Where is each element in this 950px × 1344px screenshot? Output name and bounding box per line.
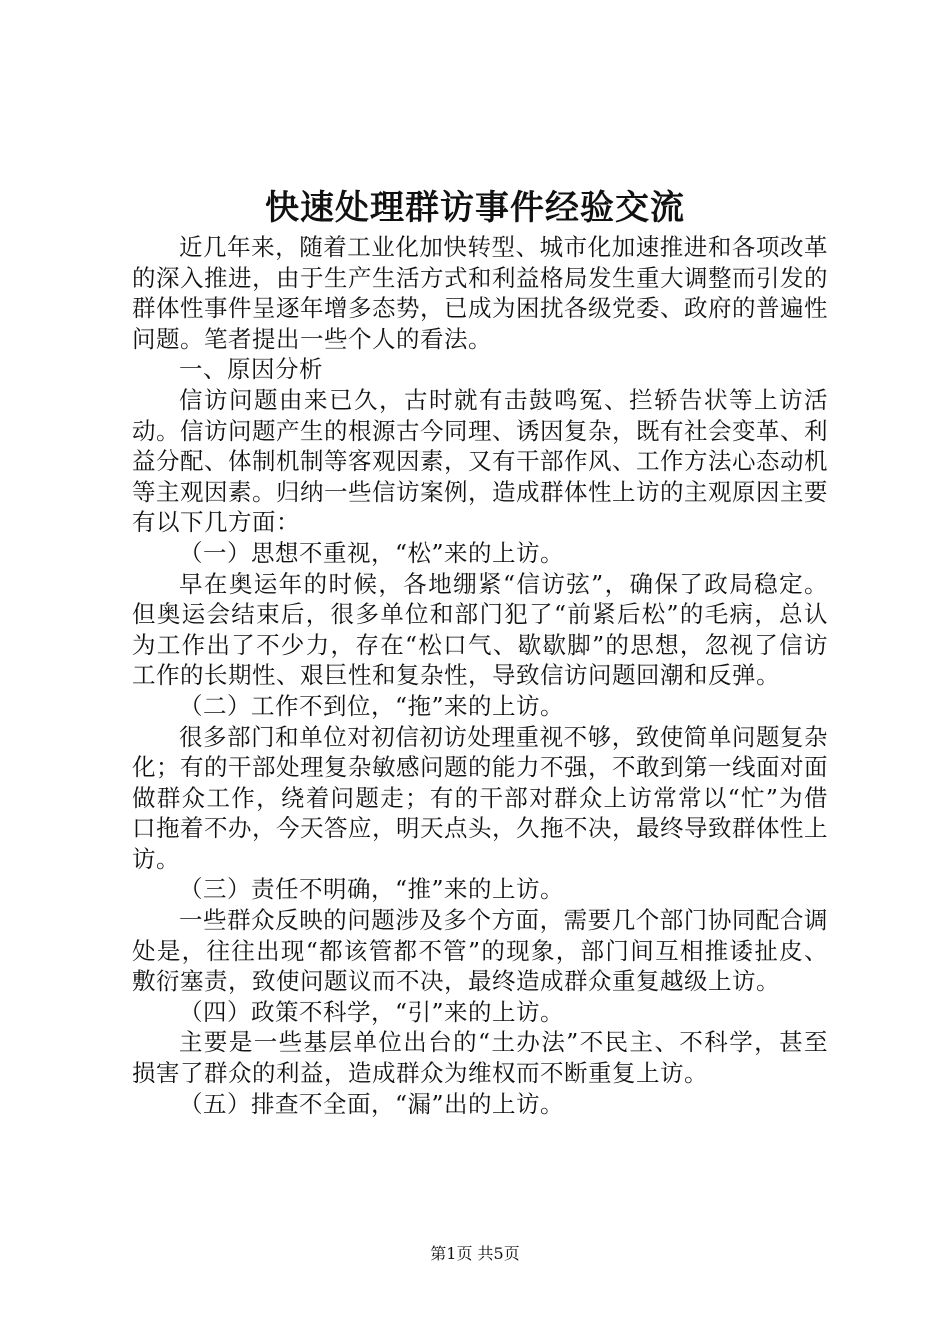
subheading-2: （二）工作不到位，“拖”来的上访。 [179,691,565,720]
paragraph-4: 主要是一些基层单位出台的“土办法”不民主、不科学，甚至损害了群众的利益，造成群众为维权而不断重复上访。 [132,1028,828,1088]
page-footer: 第1页 共5页 [430,1244,520,1263]
subheading-3: （三）责任不明确，“推”来的上访。 [179,875,565,904]
paragraph-intro: 近几年来，随着工业化加快转型、城市化加速推进和各项改革的深入推进，由于生产生活方式和利益格局发生重大调整而引发的群体性事件呈逐年增多态势，已成为困扰各级党委、政府的普遍性问题。笔者提出一些个人的看法。 [132,233,828,353]
paragraph-1: 早在奥运年的时候，各地绷紧“信访弦”，确保了政局稳定。但奥运会结束后，很多单位和部门犯了“前紧后松”的毛病，总认为工作出了不少力，存在“松口气、歇歇脚”的思想，忽视了信访工作的长期性、艰巨性和复杂性，导致信访问题回潮和反弹。 [132,569,828,690]
paragraph-cause-overview: 信访问题由来已久，古时就有击鼓鸣冤、拦轿告状等上访活动。信访问题产生的根源古今同理、诱因复杂，既有社会变革、利益分配、体制机制等客观因素，又有干部作风、工作方法心态动机等主观因素。归纳一些信访案例，造成群体性上访的主观原因主要有以下几方面： [132,385,828,537]
subheading-5: （五）排查不全面，“漏”出的上访。 [179,1089,565,1118]
document-body [132,232,828,1119]
subheading-1: （一）思想不重视，“松”来的上访。 [179,538,565,567]
document-title: 快速处理群访事件经验交流 [265,188,685,228]
subheading-4: （四）政策不科学，“引”来的上访。 [179,997,565,1026]
section-heading-cause-analysis: 一、原因分析 [179,355,323,384]
paragraph-2: 很多部门和单位对初信初访处理重视不够，致使简单问题复杂化；有的干部处理复杂敏感问题的能力不强，不敢到第一线面对面做群众工作，绕着问题走；有的干部对群众上访常常以“忙”为借口拖着不办，今天答应，明天点头，久拖不决，最终导致群体性上访。 [132,722,828,873]
paragraph-3: 一些群众反映的问题涉及多个方面，需要几个部门协同配合调处是，往往出现“都该管都不管”的现象，部门间互相推诿扯皮、敷衍塞责，致使问题议而不决，最终造成群众重复越级上访。 [132,906,828,996]
